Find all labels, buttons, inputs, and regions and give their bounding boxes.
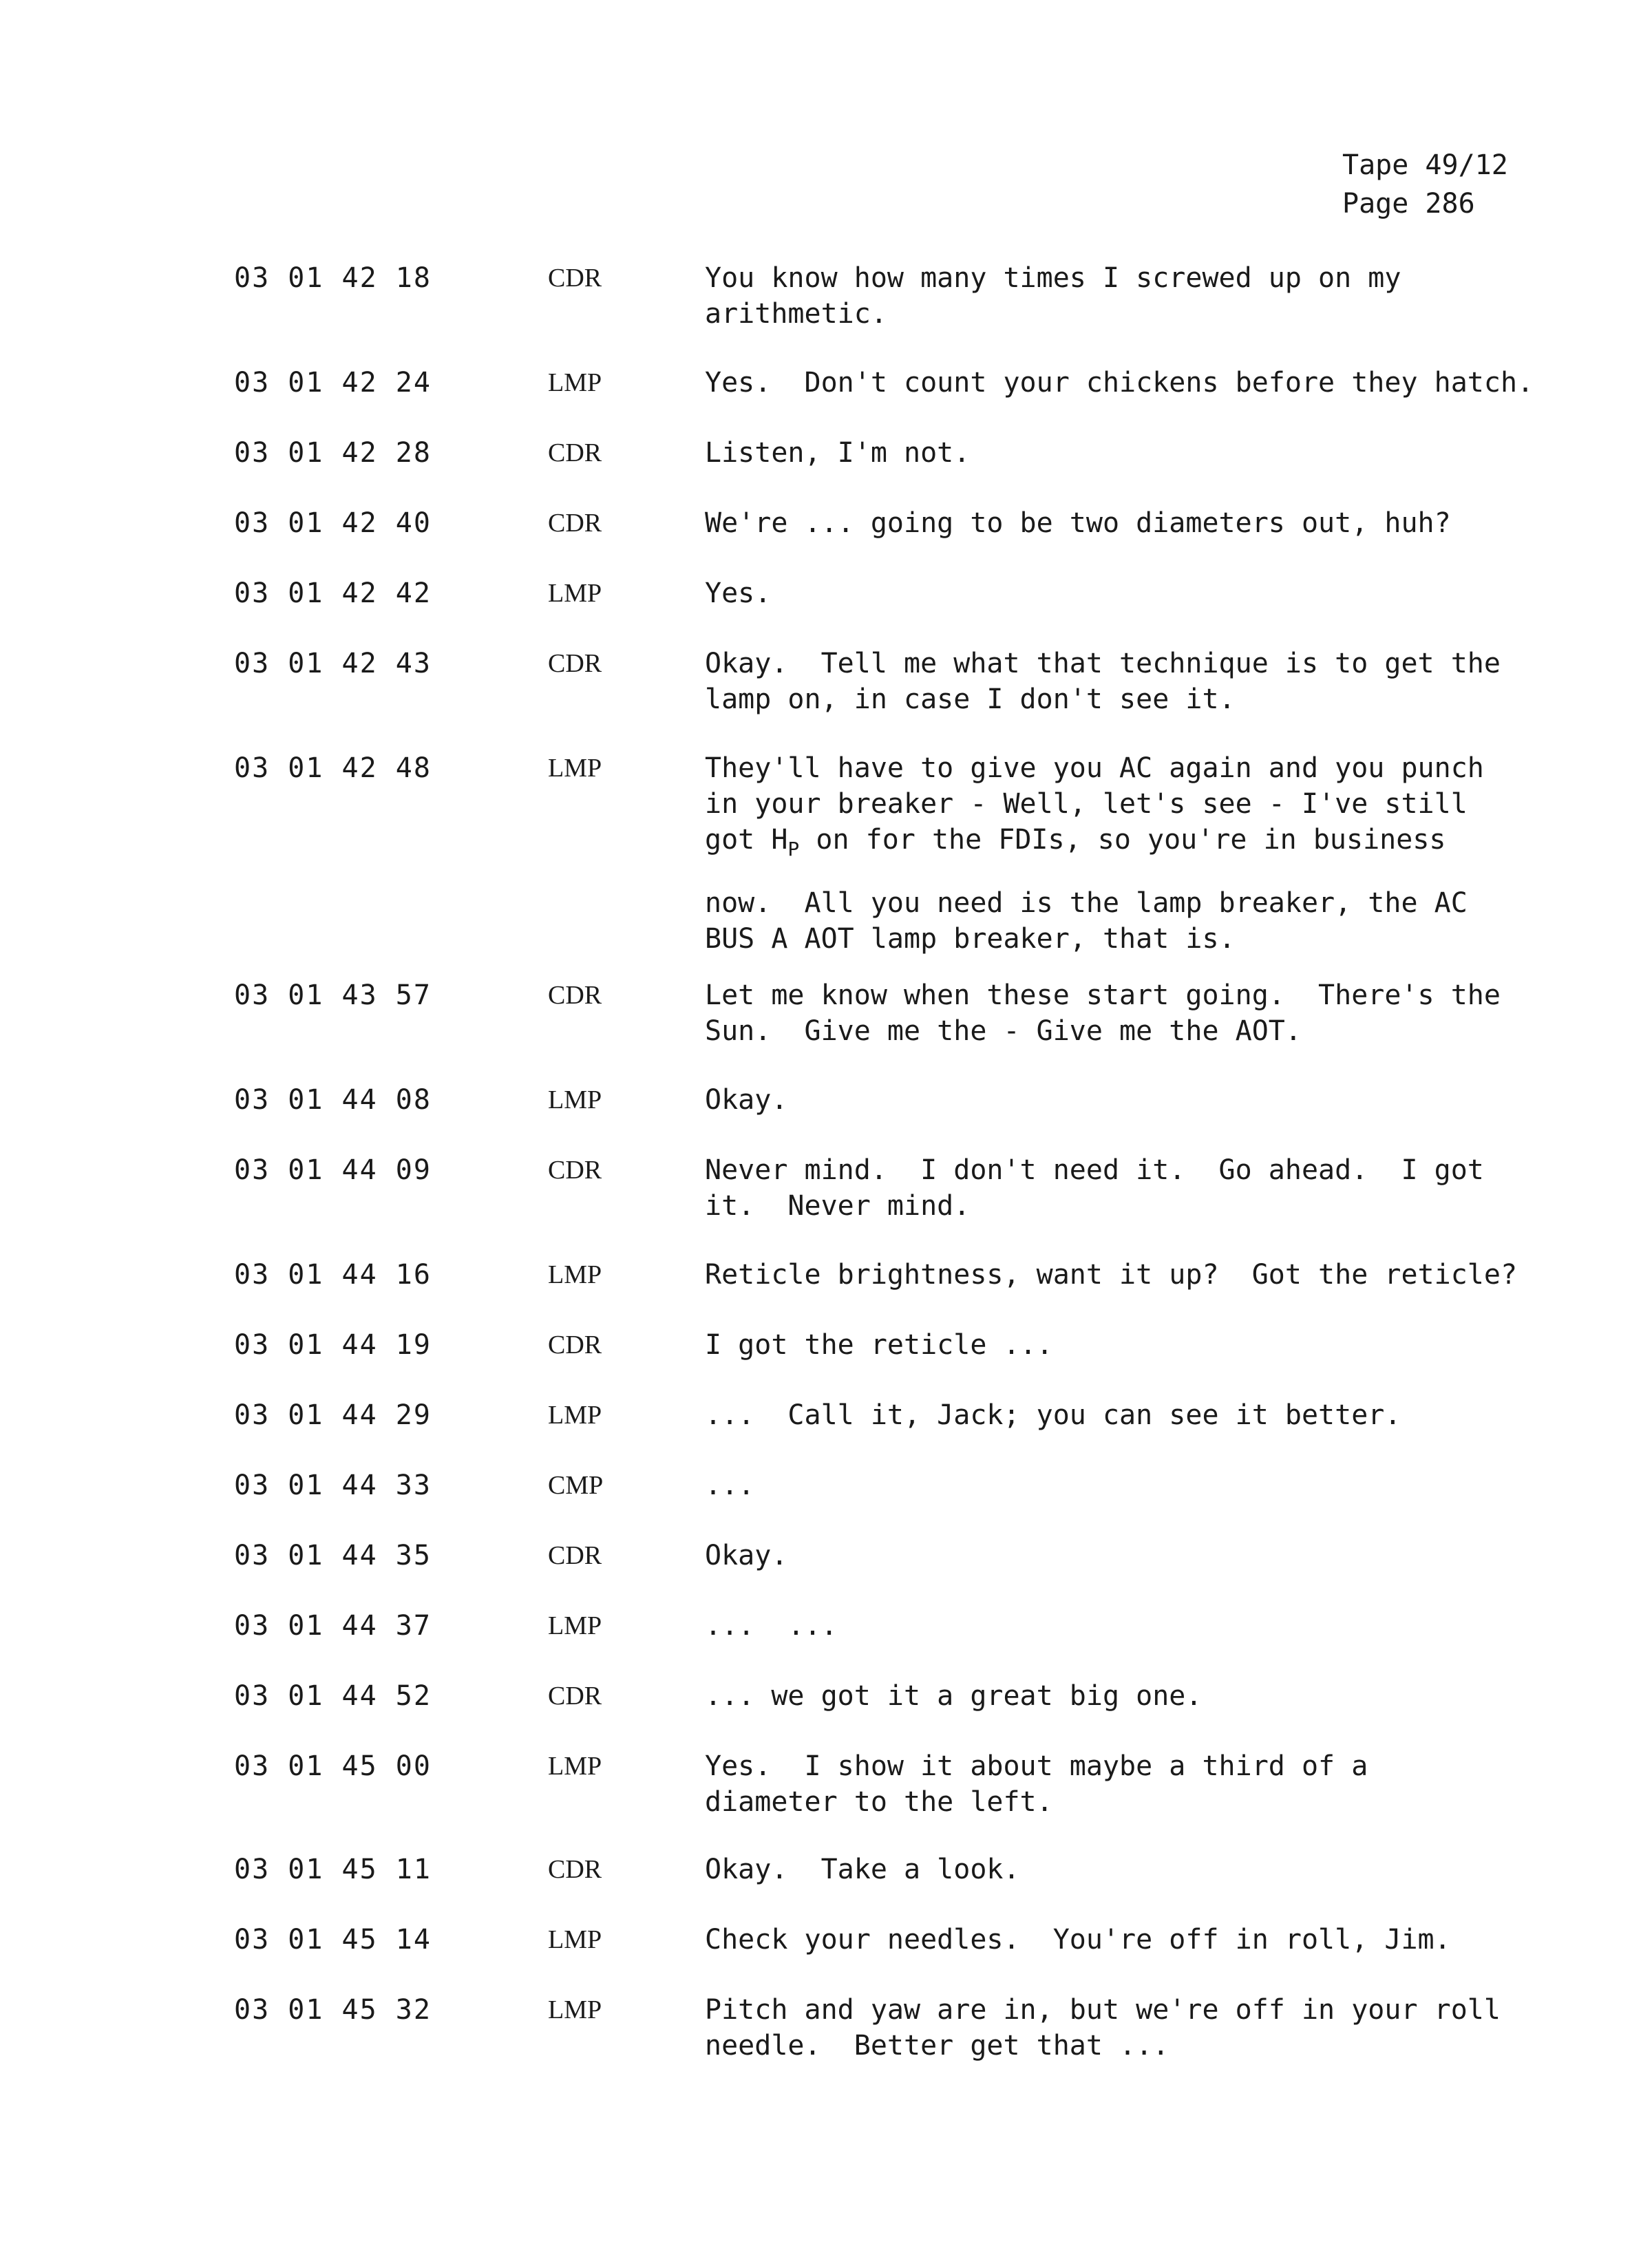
tape-number: Tape 49/12 [1342, 149, 1508, 181]
speaker: CDR [548, 1156, 602, 1185]
utterance-line: They'll have to give you AC again and you punch [705, 752, 1484, 784]
timestamp: 03 01 44 29 [234, 1399, 432, 1431]
speaker: LMP [548, 368, 602, 397]
utterance-line: diameter to the left. [705, 1786, 1053, 1818]
utterance [705, 1082, 1627, 1118]
speaker: CDR [548, 1682, 602, 1710]
utterance-line: We're ... going to be two diameters out, huh? [705, 507, 1451, 539]
page-number: Page 286 [1342, 188, 1475, 220]
utterance [705, 1538, 1627, 1573]
utterance [705, 1257, 1627, 1293]
utterance [705, 1608, 1627, 1644]
utterance-line: ... [705, 1470, 755, 1501]
timestamp: 03 01 42 40 [234, 507, 432, 539]
utterance-line: You know how many times I screwed up on my [705, 262, 1401, 294]
timestamp: 03 01 44 19 [234, 1329, 432, 1361]
utterance-line: Okay. [705, 1084, 788, 1116]
utterance-line: BUS A AOT lamp breaker, that is. [705, 923, 1236, 955]
timestamp: 03 01 44 16 [234, 1259, 432, 1291]
timestamp: 03 01 45 11 [234, 1854, 432, 1885]
utterance [705, 260, 1627, 332]
speaker: CDR [548, 1331, 602, 1359]
utterance-line: it. Never mind. [705, 1190, 971, 1222]
utterance-line: in your breaker - Well, let's see - I've still [705, 788, 1468, 820]
utterance-line: arithmetic. [705, 298, 887, 330]
utterance-line: Yes. I show it about maybe a third of a [705, 1750, 1368, 1782]
utterance-line: Never mind. I don't need it. Go ahead. I got [705, 1154, 1484, 1186]
speaker: LMP [548, 1611, 602, 1640]
subscript: P [787, 838, 800, 860]
timestamp: 03 01 45 32 [234, 1994, 432, 2026]
utterance [705, 1467, 1627, 1503]
utterance [705, 750, 1627, 957]
timestamp: 03 01 44 35 [234, 1540, 432, 1571]
speaker: CDR [548, 1541, 602, 1570]
timestamp: 03 01 44 09 [234, 1154, 432, 1186]
utterance [705, 1748, 1627, 1820]
page-header [1342, 146, 1508, 223]
utterance [705, 1922, 1627, 1958]
utterance [705, 1992, 1627, 2064]
utterance-line: lamp on, in case I don't see it. [705, 684, 1236, 715]
utterance-line: Pitch and yaw are in, but we're off in your roll [705, 1994, 1501, 2026]
utterance-line: Let me know when these start going. There's the [705, 979, 1501, 1011]
timestamp: 03 01 44 37 [234, 1610, 432, 1642]
utterance-line: Listen, I'm not. [705, 437, 971, 469]
speaker: CDR [548, 438, 602, 467]
speaker: LMP [548, 1925, 602, 1954]
utterance-line: Okay. Take a look. [705, 1854, 1020, 1885]
speaker: LMP [548, 1085, 602, 1114]
utterance [705, 1397, 1627, 1433]
speaker: LMP [548, 1260, 602, 1289]
timestamp: 03 01 44 08 [234, 1084, 432, 1116]
timestamp: 03 01 42 48 [234, 752, 432, 784]
utterance-line: ... ... [705, 1610, 838, 1642]
speaker: CMP [548, 1471, 604, 1500]
utterance-line: ... Call it, Jack; you can see it better. [705, 1399, 1401, 1431]
timestamp: 03 01 44 52 [234, 1680, 432, 1712]
utterance-fragment: got H [705, 824, 788, 856]
utterance [705, 1327, 1627, 1363]
timestamp: 03 01 45 00 [234, 1750, 432, 1782]
speaker: LMP [548, 1995, 602, 2024]
speaker: CDR [548, 649, 602, 678]
utterance [705, 1678, 1627, 1714]
speaker: LMP [548, 1401, 602, 1430]
timestamp: 03 01 43 57 [234, 979, 432, 1011]
utterance-line [705, 822, 1627, 867]
utterance [705, 435, 1627, 471]
timestamp: 03 01 45 14 [234, 1924, 432, 1956]
utterance-line: Yes. Don't count your chickens before they hatch. [705, 367, 1534, 399]
timestamp: 03 01 42 43 [234, 648, 432, 679]
utterance [705, 646, 1627, 717]
timestamp: 03 01 42 42 [234, 578, 432, 609]
speaker: CDR [548, 509, 602, 538]
speaker: CDR [548, 981, 602, 1010]
utterance-line: now. All you need is the lamp breaker, the AC [705, 887, 1468, 919]
utterance-line: I got the reticle ... [705, 1329, 1053, 1361]
utterance-line: Check your needles. You're off in roll, Jim. [705, 1924, 1451, 1956]
utterance [705, 575, 1627, 611]
utterance [705, 1152, 1627, 1224]
timestamp: 03 01 42 18 [234, 262, 432, 294]
speaker: LMP [548, 579, 602, 608]
utterance [705, 365, 1627, 401]
utterance-line: Yes. [705, 578, 772, 609]
speaker: CDR [548, 264, 602, 293]
utterance [705, 1852, 1627, 1887]
utterance-line: Okay. [705, 1540, 788, 1571]
timestamp: 03 01 42 24 [234, 367, 432, 399]
utterance-line: Sun. Give me the - Give me the AOT. [705, 1015, 1302, 1047]
utterance-line: needle. Better get that ... [705, 2030, 1169, 2062]
speaker: CDR [548, 1855, 602, 1884]
timestamp: 03 01 44 33 [234, 1470, 432, 1501]
utterance-line: Reticle brightness, want it up? Got the reticle? [705, 1259, 1518, 1291]
utterance-line: Okay. Tell me what that technique is to get the [705, 648, 1501, 679]
utterance [705, 505, 1627, 541]
speaker: LMP [548, 1752, 602, 1781]
timestamp: 03 01 42 28 [234, 437, 432, 469]
utterance-fragment: on for the FDIs, so you're in business [799, 824, 1446, 856]
utterance-line: ... we got it a great big one. [705, 1680, 1203, 1712]
speaker: LMP [548, 754, 602, 783]
utterance [705, 977, 1627, 1049]
